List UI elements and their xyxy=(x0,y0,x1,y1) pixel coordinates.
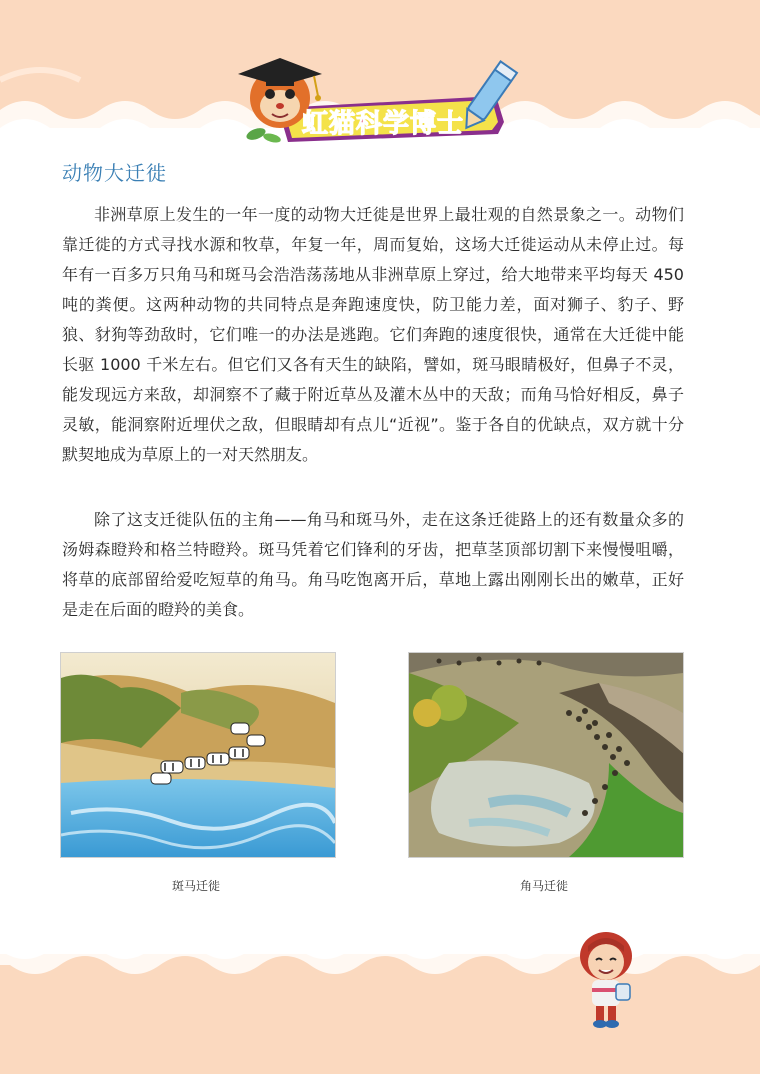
girl-mascot-illustration xyxy=(566,926,646,1034)
article-title: 动物大迁徙 xyxy=(62,161,167,185)
article-paragraph-2: 除了这支迁徙队伍的主角——角马和斑马外，走在这条迁徙路上的还有数量众多的汤姆森瞪羚和格兰特瞪羚。斑马凭着它们锋利的牙齿，把草茎顶部切割下来慢慢咀嚼，将草的底部留给爱吃短草的角马。角马吃饱离开后，草地上露出刚刚长出的嫩草，正好是走在后面的瞪羚的美食。 xyxy=(62,510,684,619)
zebra-photo-caption: 斑马迁徙 xyxy=(171,879,220,893)
wildebeest-migration-photo xyxy=(408,652,684,858)
zebra-migration-photo xyxy=(60,652,336,858)
brand-text: 虹猫科学博士 xyxy=(302,109,465,139)
wildebeest-photo-caption: 角马迁徙 xyxy=(519,879,568,893)
article-paragraph-1: 非洲草原上发生的一年一度的动物大迁徙是世界上最壮观的自然景象之一。动物们靠迁徙的方式寻找水源和牧草，年复一年，周而复始，这场大迁徙运动从未停止过。每年有一百多万只角马和斑马会浩浩荡荡地从非洲草原上穿过，给大地带来平均每天 450 吨的粪便。这两种动物的共同特点是奔跑速度快，防卫能力差，面对狮子、豹子、野狼、豺狗等劲敌时，它们唯一的办法是逃跑。它们奔跑的速度很快，通常在大迁徙中能长驱 1000 千米左右。但它们又各有天生的缺陷，譬如，斑马眼睛极好，但鼻子不灵，能发现远方来敌，却洞察不了藏于附近草丛及灌木丛中的天敌；而角马恰好相反，鼻子灵敏，能洞察附近埋伏之敌，但眼睛却有点儿“近视”。鉴于各自的优缺点，双方就十分默契地成为草原上的一对天然朋友。 xyxy=(62,205,684,464)
brand-logo xyxy=(228,50,553,155)
